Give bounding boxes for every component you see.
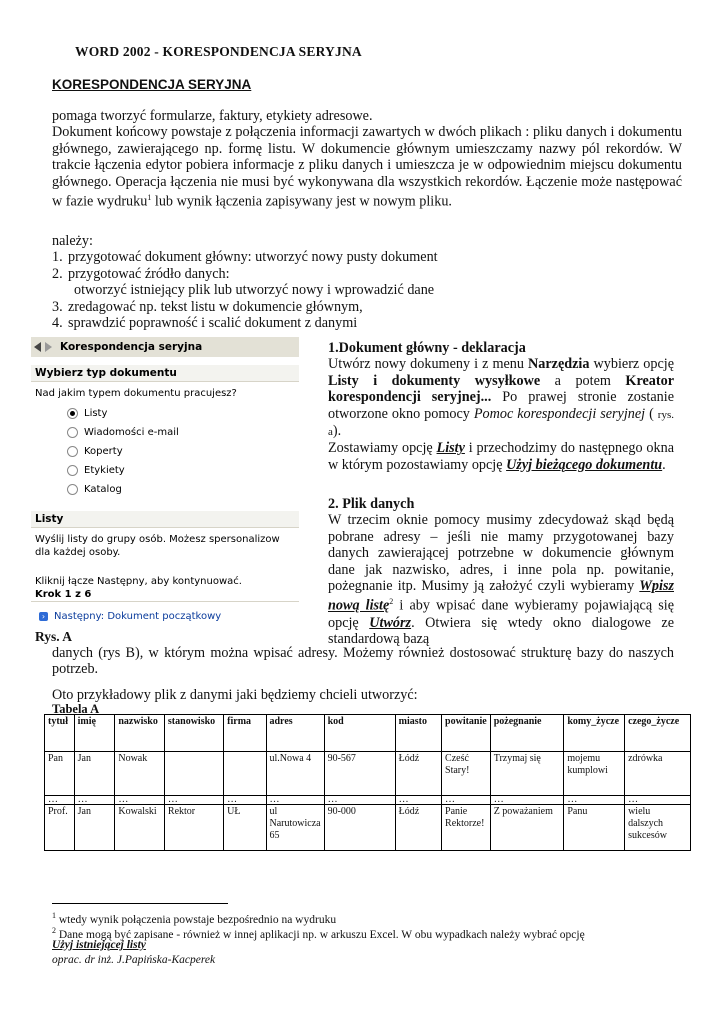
table-cell: Nowak xyxy=(115,752,165,796)
table-cell: … xyxy=(224,796,266,805)
table-cell: … xyxy=(74,796,115,805)
table-cell: … xyxy=(490,796,564,805)
table-cell: ul.Nowa 4 xyxy=(266,752,324,796)
table-cell: zdrówka xyxy=(625,752,691,796)
col-header: imię xyxy=(74,715,115,752)
col-header: nazwisko xyxy=(115,715,165,752)
footnote-2: $^2$ Dane mogą być zapisane - również w innej aplikacji np. w arkuszu Excel. W obu wypadkach należy wybrać opcję xyxy=(52,926,585,941)
table-cell: 90-000 xyxy=(324,805,395,851)
wizard-hint: Kliknij łącze Następny, aby kontynuować. xyxy=(35,576,242,587)
table-label: Tabela A xyxy=(52,702,100,716)
table-cell: Prof. xyxy=(45,805,75,851)
section-1-text-2: Zostawiamy opcję Listy i przechodzimy do następnego okna w którym pozostawiamy opcję Użyj bieżącego dokumentu. xyxy=(328,440,675,473)
footnote-2-link: Użyj istniejącej listy xyxy=(52,939,146,951)
table-cell: … xyxy=(395,796,441,805)
table-cell: 90-567 xyxy=(324,752,395,796)
figure-caption: Rys. A xyxy=(35,629,73,644)
radio-icon[interactable] xyxy=(67,484,78,495)
table-cell xyxy=(164,752,223,796)
document-title: WORD 2002 - KORESPONDENCJA SERYJNA xyxy=(75,44,362,59)
section-2-text: W trzecim oknie pomocy musimy zdecydoważ skąd będą pobrane adresy – jeśli nie mamy przygotowanej bazy danych zawierającej potrzebne w dokumencie głównym dane jak nazwisko, adres, i inne pola np. powitanie, pożegnanie itp. Musimy ją założyć czyli wybieramy Wpisz nową listę$^2$ i aby wpisać dane wybieramy pojawiającą się opcję Utwórz. Otwiera się wtedy okno dialogowe ze standardową bazą xyxy=(328,512,674,647)
table-cell: mojemu kumplowi xyxy=(564,752,625,796)
radio-listy[interactable]: Listy xyxy=(31,404,299,423)
table-cell: Rektor xyxy=(164,805,223,851)
table-cell: … xyxy=(45,796,75,805)
next-step-link[interactable]: › Następny: Dokument początkowy xyxy=(31,608,299,624)
table-row-ellipsis xyxy=(45,796,691,805)
author-credit: oprac. dr inż. J.Papińska-Kacperek xyxy=(52,954,216,966)
table-cell: Pan xyxy=(45,752,75,796)
radio-icon[interactable] xyxy=(67,465,78,476)
table-cell: ul Narutowicza 65 xyxy=(266,805,324,851)
table-cell: Cześć Stary! xyxy=(442,752,491,796)
wizard-section-doc-type: Wybierz typ dokumentu xyxy=(31,365,299,382)
wizard-header xyxy=(31,337,299,357)
radio-email[interactable]: Wiadomości e-mail xyxy=(31,423,299,442)
intro-line-1: pomaga tworzyć formularze, faktury, etykiety adresowe. xyxy=(52,108,373,124)
table-cell: … xyxy=(625,796,691,805)
col-header: powitanie xyxy=(442,715,491,752)
col-header: czego_życze xyxy=(625,715,691,752)
col-header: komy_życze xyxy=(564,715,625,752)
table-cell: Łódź xyxy=(395,805,441,851)
arrow-right-icon: › xyxy=(39,612,48,621)
col-header: firma xyxy=(224,715,266,752)
table-cell: … xyxy=(564,796,625,805)
step-1: 1. przygotować dokument główny: utworzyć nowy pusty dokument xyxy=(52,249,438,266)
section-1-title: 1.Dokument główny - deklaracja xyxy=(328,340,526,356)
wizard-step: Krok 1 z 6 xyxy=(31,588,299,602)
table-cell: Kowalski xyxy=(115,805,165,851)
table-row xyxy=(45,805,691,851)
table-cell: … xyxy=(324,796,395,805)
radio-koperty[interactable]: Koperty xyxy=(31,442,299,461)
radio-etykiety[interactable]: Etykiety xyxy=(31,461,299,480)
table-cell: … xyxy=(266,796,324,805)
wizard-question: Nad jakim typem dokumentu pracujesz? xyxy=(35,388,237,399)
table-cell: Trzymaj się xyxy=(490,752,564,796)
section-2-title: 2. Plik danych xyxy=(328,496,415,512)
wizard-section-listy: Listy xyxy=(31,511,299,528)
table-cell: Jan xyxy=(74,752,115,796)
intro-paragraph: Dokument końcowy powstaje z połączenia informacji zawartych w dwóch plikach : pliku danych i dokumentu głównego, zawierającego np. formę listu. W dokumencie głównym umieszczamy nazwy pól rekordów. W trakcie łączenia edytor pobiera informacje z pliku danych i umieszcza je w odpowiednim miejscu dokumentu głównego. Operacja łączenia nie musi być wykonywana dla wszystkich rekordów. Łączenie może następować w fazie wydruku$^1$ lub wynik łączenia zapisywany jest w nowym pliku. xyxy=(52,124,682,210)
section-2-continuation: danych (rys B), w którym można wpisać adresy. Możemy również dostosować strukturę bazy do naszych potrzeb. xyxy=(52,645,674,678)
step-4: 4. sprawdzić poprawność i scalić dokument z danymi xyxy=(52,315,358,332)
mail-merge-wizard-panel xyxy=(31,337,299,629)
section-1 xyxy=(328,340,674,473)
table-cell: … xyxy=(442,796,491,805)
example-intro: Oto przykładowy plik z danymi jaki będziemy chcieli utworzyć: xyxy=(52,687,418,703)
table-header-row xyxy=(45,715,691,752)
wizard-description: Wyślij listy do grupy osób. Możesz spersonalizow dla każdej osoby. xyxy=(35,534,280,558)
steps-list xyxy=(52,233,682,331)
step-2-detail: otworzyć istniejący plik lub utworzyć nowy i wprowadzić dane xyxy=(74,282,435,299)
col-header: kod xyxy=(324,715,395,752)
footnote-divider xyxy=(52,903,228,904)
intro-text xyxy=(52,108,682,210)
radio-icon[interactable] xyxy=(67,427,78,438)
steps-lead: należy: xyxy=(52,233,93,249)
table-cell: … xyxy=(115,796,165,805)
table-cell: Jan xyxy=(74,805,115,851)
table-cell xyxy=(224,752,266,796)
table-row xyxy=(45,752,691,796)
wizard-title: Korespondencja seryjna xyxy=(60,341,203,353)
section-heading: KORESPONDENCJA SERYJNA xyxy=(52,77,252,92)
table-cell: Łódź xyxy=(395,752,441,796)
radio-icon[interactable] xyxy=(67,446,78,457)
data-table xyxy=(44,714,691,851)
step-3: 3. zredagować np. tekst listu w dokumencie głównym, xyxy=(52,298,363,315)
radio-selected-icon[interactable] xyxy=(67,408,78,419)
table-cell: UŁ xyxy=(224,805,266,851)
table-cell: … xyxy=(164,796,223,805)
step-2: 2. przygotować źródło danych: xyxy=(52,265,230,282)
footnote-1: $^1$ wtedy wynik połączenia powstaje bezpośrednio na wydruku xyxy=(52,911,337,926)
col-header: stanowisko xyxy=(164,715,223,752)
section-1-text: Utwórz nowy dokumeny i z menu Narzędzia wybierz opcję Listy i dokumenty wysyłkowe a potem Kreator korespondencji seryjnej... Po prawej stronie zostanie otworzone okno pomocy Pomoc korespondecji seryjnej ( rys. a). xyxy=(328,356,674,440)
back-arrow-icon[interactable] xyxy=(34,342,41,352)
table-cell: wielu dalszych sukcesów xyxy=(625,805,691,851)
table-cell: Panie Rektorze! xyxy=(442,805,491,851)
section-2 xyxy=(328,496,674,647)
table-cell: Panu xyxy=(564,805,625,851)
forward-arrow-icon[interactable] xyxy=(45,342,52,352)
col-header: tytuł xyxy=(45,715,75,752)
table-cell: Z poważaniem xyxy=(490,805,564,851)
col-header: pożegnanie xyxy=(490,715,564,752)
col-header: adres xyxy=(266,715,324,752)
col-header: miasto xyxy=(395,715,441,752)
radio-katalog[interactable]: Katalog xyxy=(31,480,299,499)
